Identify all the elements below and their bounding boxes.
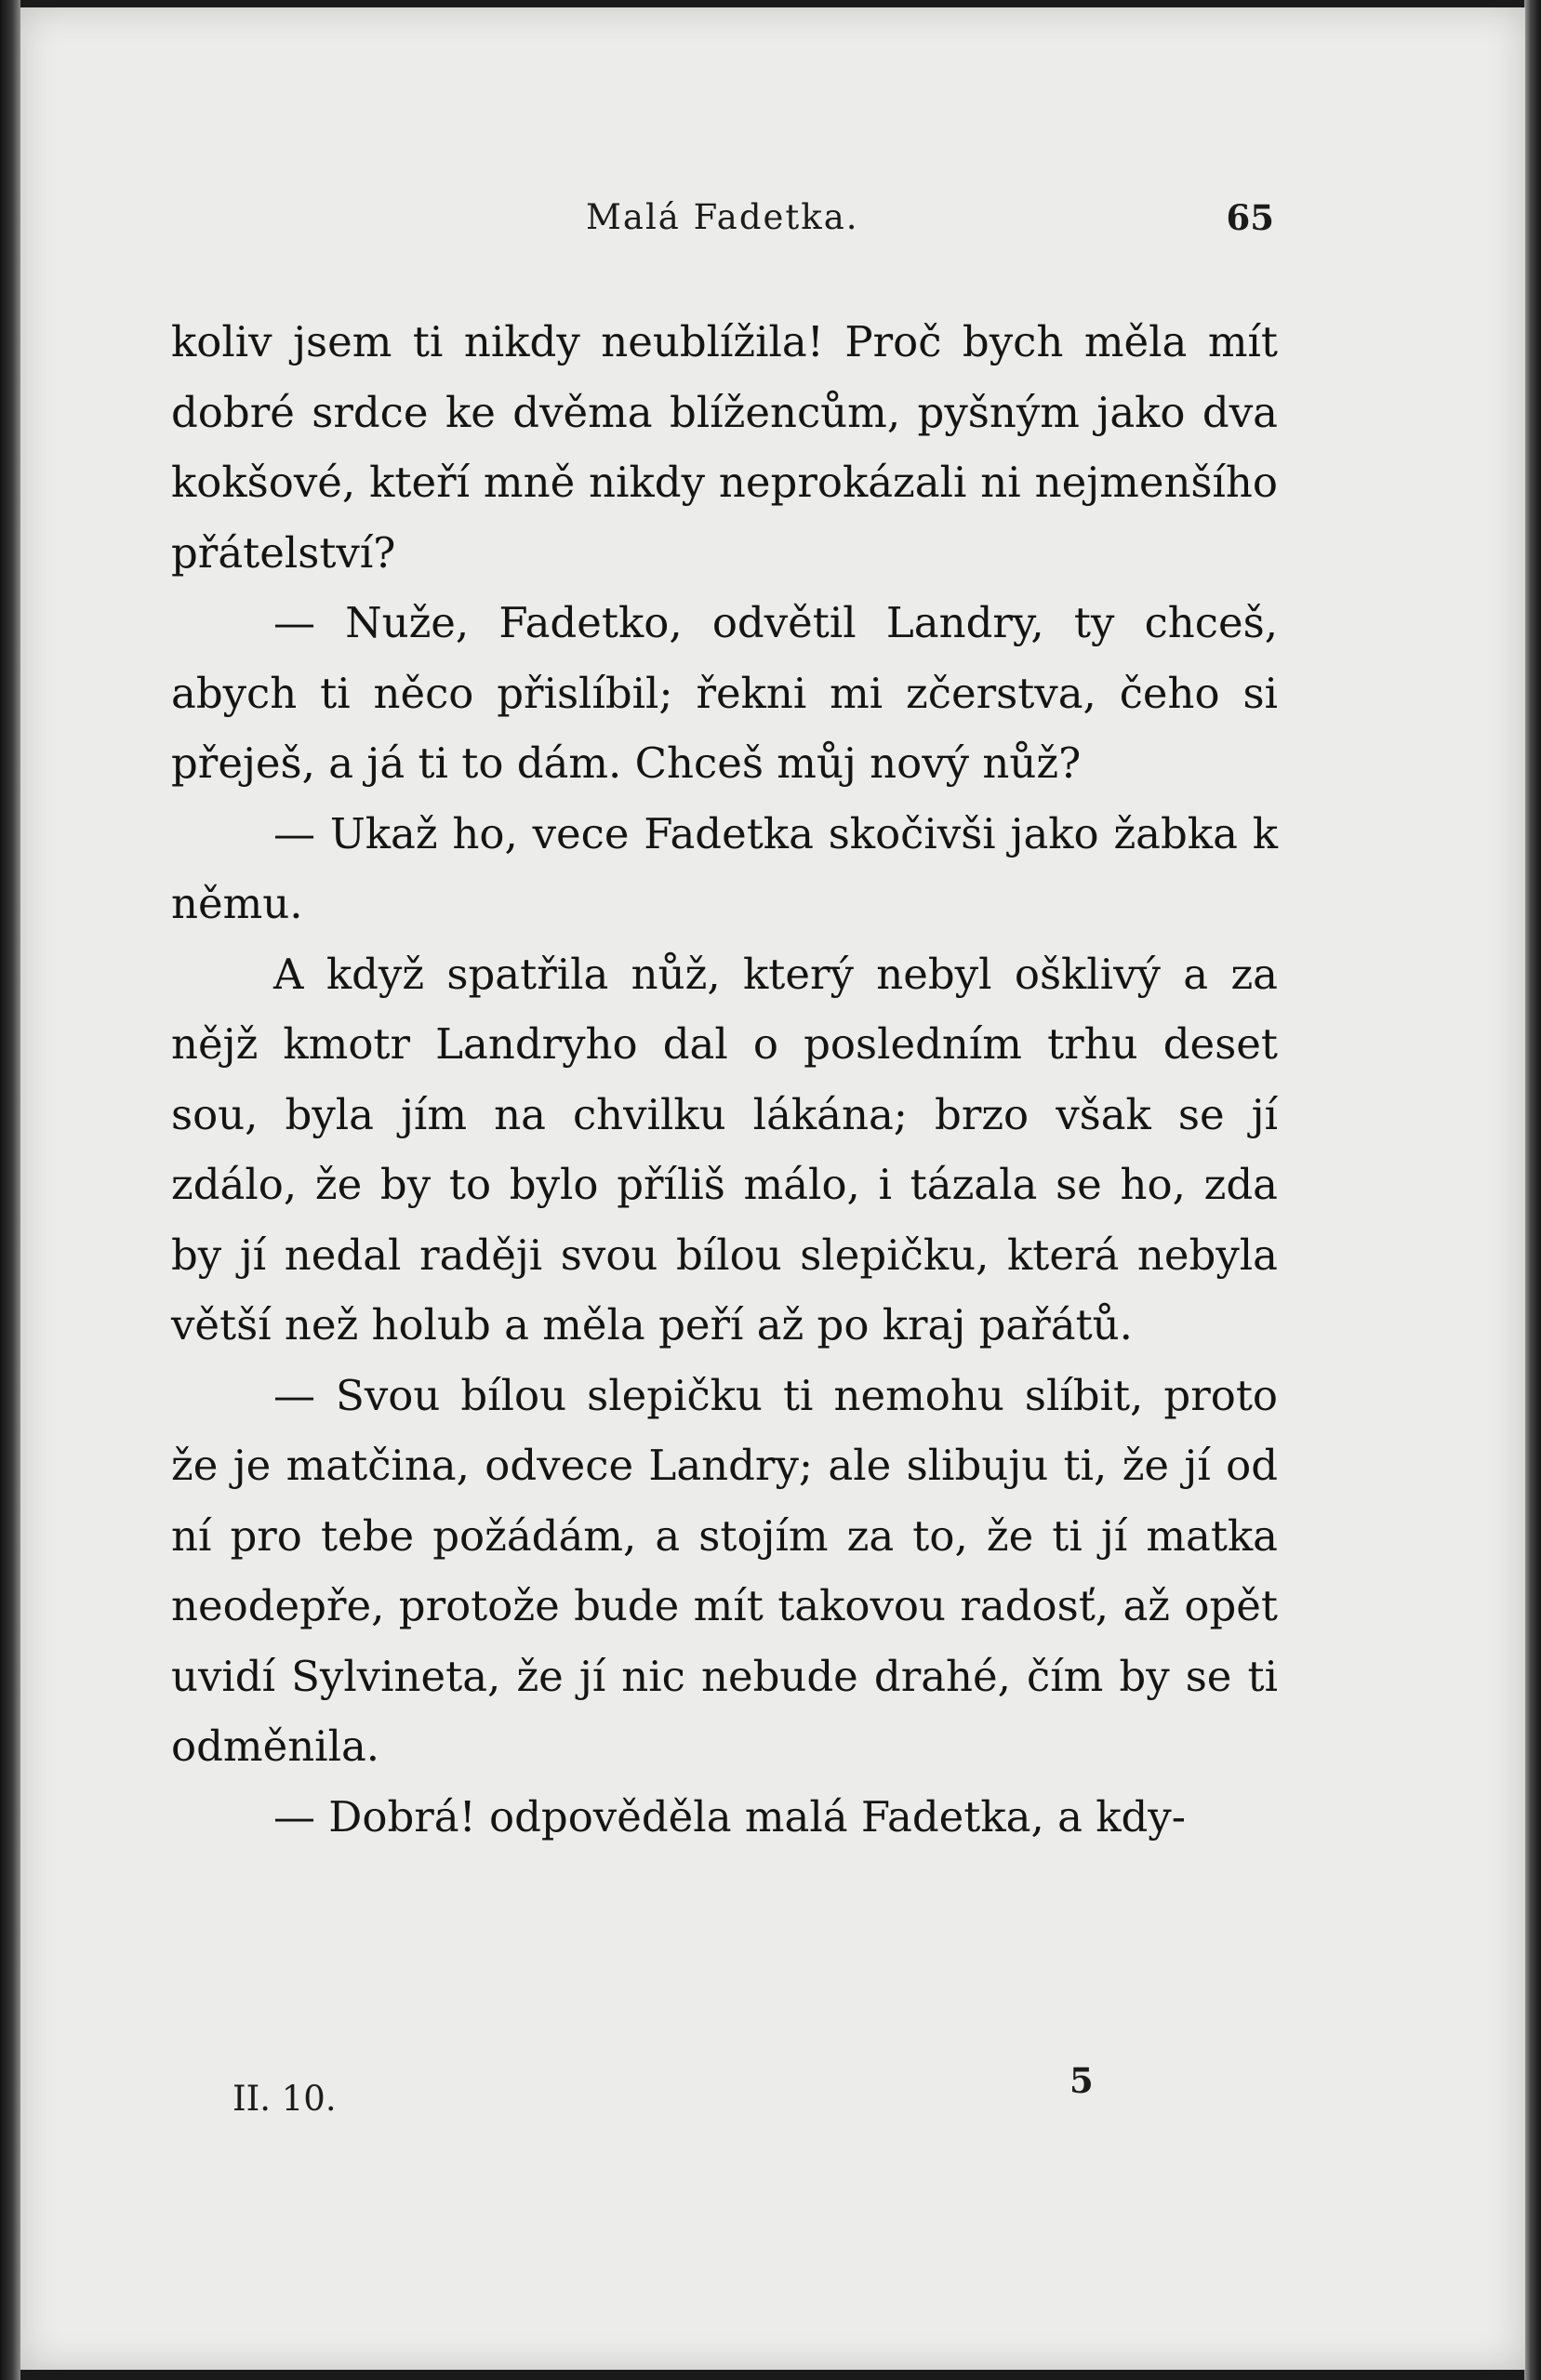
body-text — [171, 307, 1278, 1852]
page-footer — [177, 2060, 1107, 2119]
page-number: 65 — [1226, 197, 1274, 238]
paragraph-6: — Dobrá! odpověděla malá Fadetka, a kdy- — [273, 1791, 1186, 1842]
paragraph-3: — Ukaž ho, vece Fadetka skočivši jako žabka k němu. — [171, 808, 1278, 928]
paragraph-1: koliv jsem ti nikdy neublížila! Proč bych měla mít dobré srdce ke dvěma blížencům, pyšným jako dva kokšové, kteří mně nikdy neprokázali ni nejmenšího přátelství? — [171, 317, 1278, 578]
page-left-edge — [0, 0, 20, 2380]
paragraph-2: — Nuže, Fadetko, odvětil Landry, ty chceš, abych ti něco přislíbil; řekni mi zčerstva, čeho si přeješ, a já ti to dám. Chceš můj nový nůž? — [171, 598, 1278, 788]
signature-mark: II. 10. — [232, 2079, 337, 2119]
page-header — [177, 197, 1274, 253]
paragraph-5: — Svou bílou slepičku ti nemohu slíbit, proto že je matčina, odvece Landry; ale slibuju ti, že jí od ní pro tebe požádám, a stojím za to, že ti jí matka neodepře, protože bude mít takovou radosť, až opět uvidí Sylvineta, že jí nic nebude drahé, čím by se ti odměnila. — [171, 1370, 1278, 1771]
paragraph-4: A když spatřila nůž, který nebyl ošklivý a za nějž kmotr Landryho dal o posledním trhu deset sou, byla jím na chvilku lákána; brzo však se jí zdálo, že by to bylo příliš málo, i tázala se ho, zda by jí nedal raději svou bílou slepičku, která nebyla větší než holub a měla peří až po kraj pařátů. — [171, 949, 1278, 1350]
page-right-edge — [1524, 0, 1541, 2380]
signature-number: 5 — [1069, 2060, 1094, 2101]
running-head: Malá Fadetka. — [586, 197, 859, 237]
